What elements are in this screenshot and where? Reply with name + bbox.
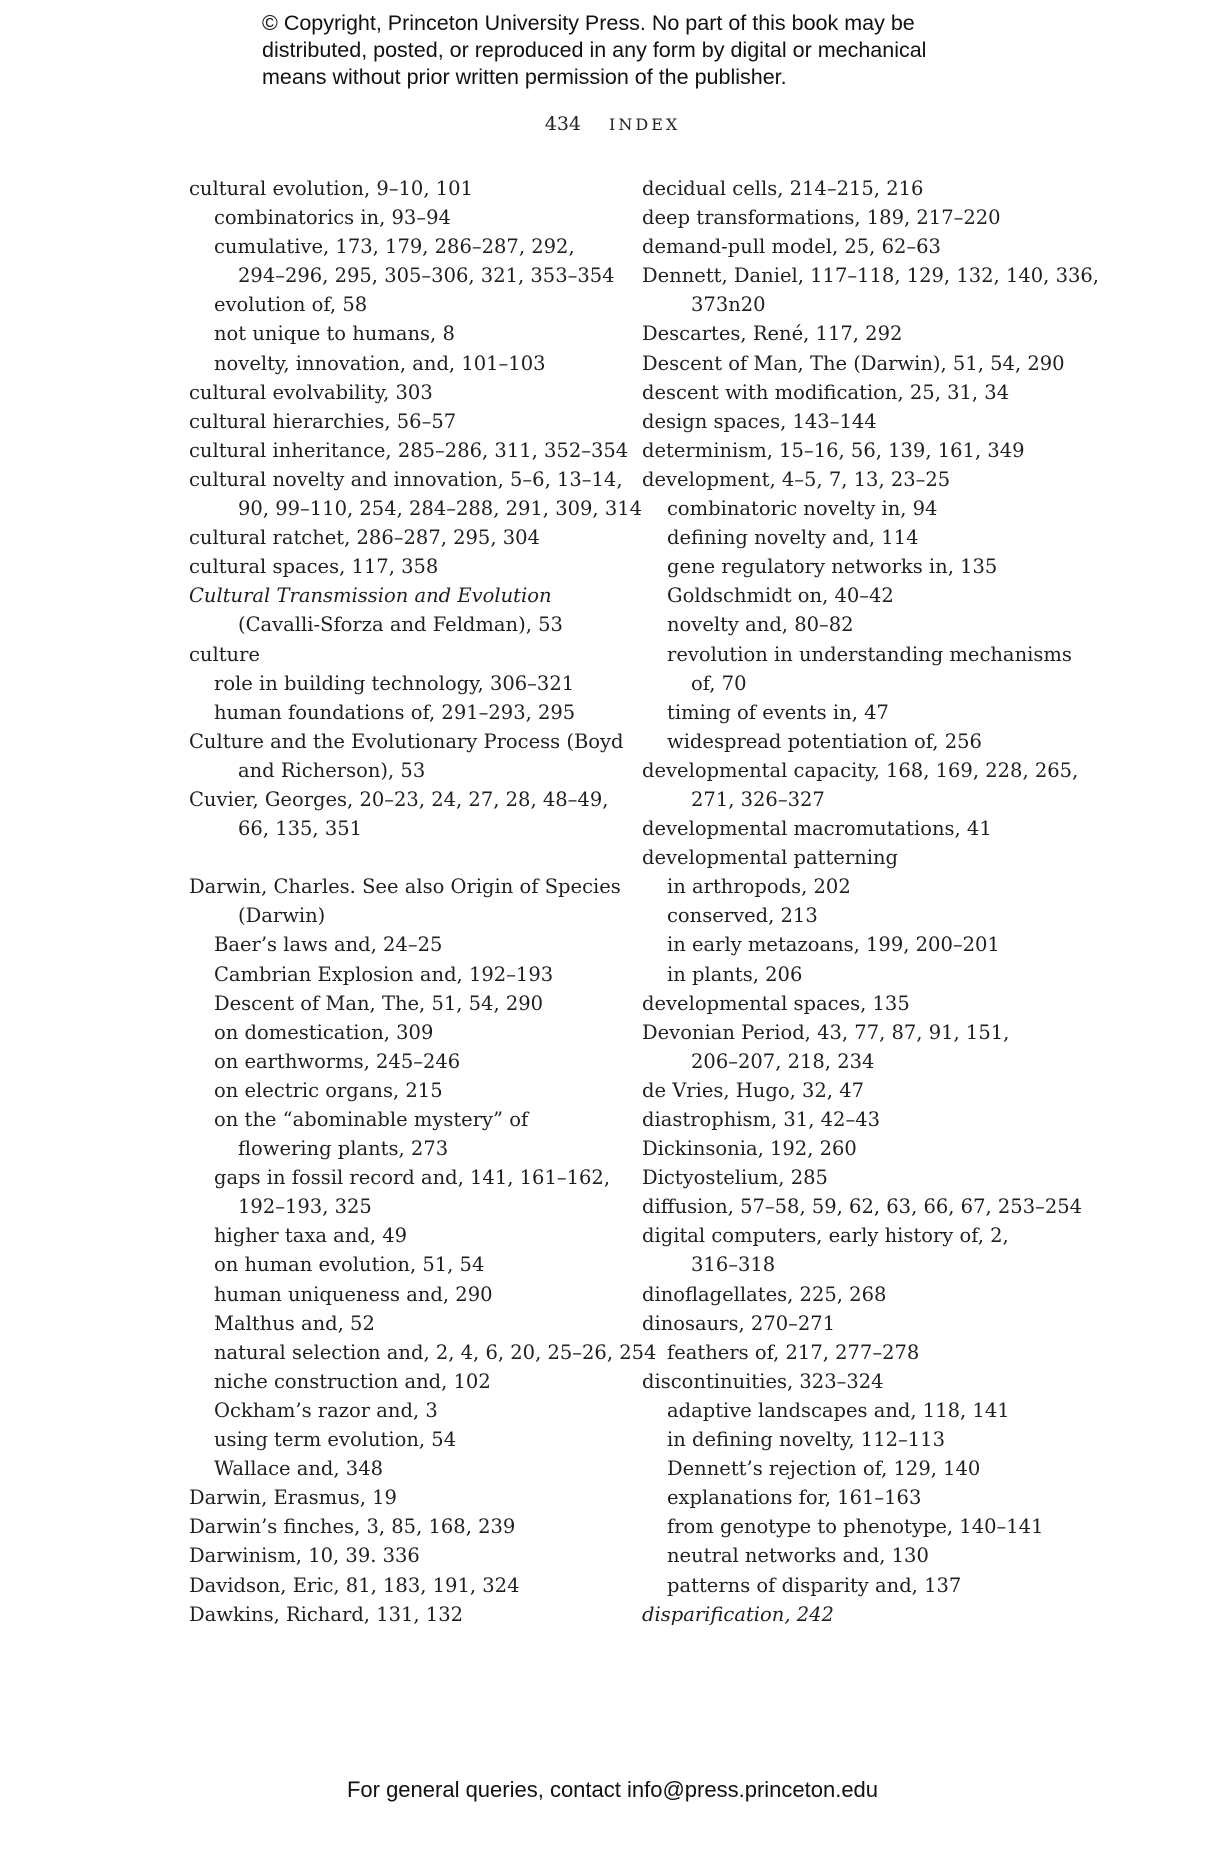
copyright-line: means without prior written permission of the publisher.	[262, 65, 787, 89]
index-subentry: Wallace and, 348	[214, 1457, 384, 1481]
index-subentry: Goldschmidt on, 40–42	[667, 584, 894, 608]
index-subentry: human uniqueness and, 290	[214, 1282, 493, 1306]
index-subentry: adaptive landscapes and, 118, 141	[667, 1398, 1010, 1422]
index-entry: Darwin’s finches, 3, 85, 168, 239	[189, 1515, 516, 1539]
copyright-line: © Copyright, Princeton University Press. No part of this book may be	[262, 11, 915, 35]
index-entry: decidual cells, 214–215, 216	[642, 177, 924, 200]
index-column-left	[189, 174, 657, 1629]
index-entry: developmental capacity, 168, 169, 228, 265,	[642, 758, 1079, 782]
index-subentry: gaps in fossil record and, 141, 161–162,	[214, 1166, 611, 1190]
index-entry: Cultural Transmission and Evolution	[189, 584, 552, 608]
index-entry: Dictyostelium, 285	[642, 1166, 828, 1190]
index-entry: cultural evolution, 9–10, 101	[189, 177, 473, 200]
index-subentry: niche construction and, 102	[214, 1369, 491, 1393]
index-entry: cultural ratchet, 286–287, 295, 304	[189, 526, 540, 550]
index-column-right	[642, 174, 1099, 1629]
index-continuation: (Cavalli-Sforza and Feldman), 53	[238, 613, 563, 637]
index-subentry: combinatoric novelty in, 94	[667, 497, 938, 521]
index-subentry: on the “abominable mystery” of	[214, 1108, 529, 1131]
index-entry: cultural novelty and innovation, 5–6, 13–14,	[189, 467, 623, 491]
index-subentry: defining novelty and, 114	[667, 526, 919, 550]
index-entry: digital computers, early history of, 2,	[642, 1224, 1009, 1248]
copyright-line: distributed, posted, or reproduced in any form by digital or mechanical	[262, 38, 927, 62]
footer-contact: For general queries, contact info@press.princeton.edu	[346, 1777, 879, 1802]
index-subentry: revolution in understanding mechanisms	[667, 642, 1072, 666]
index-entry: Descent of Man, The (Darwin), 51, 54, 290	[642, 351, 1065, 375]
index-subentry: natural selection and, 2, 4, 6, 20, 25–26, 254	[214, 1340, 657, 1364]
index-entry: developmental spaces, 135	[642, 991, 910, 1015]
index-continuation: 206–207, 218, 234	[691, 1049, 875, 1073]
index-continuation: 294–296, 295, 305–306, 321, 353–354	[238, 264, 615, 288]
index-subentry: in defining novelty, 112–113	[667, 1428, 945, 1452]
index-entry: Dickinsonia, 192, 260	[642, 1137, 857, 1161]
index-subentry: on domestication, 309	[214, 1020, 434, 1044]
index-continuation: of, 70	[691, 671, 747, 695]
index-entry: diastrophism, 31, 42–43	[642, 1108, 881, 1131]
index-subentry: combinatorics in, 93–94	[214, 206, 451, 230]
index-entry: dinoflagellates, 225, 268	[642, 1282, 887, 1306]
index-continuation: 192–193, 325	[238, 1195, 372, 1219]
index-entry: design spaces, 143–144	[642, 409, 877, 433]
index-entry: disparification, 242	[642, 1602, 834, 1626]
index-entry: Davidson, Eric, 81, 183, 191, 324	[189, 1573, 520, 1597]
index-subentry: cumulative, 173, 179, 286–287, 292,	[214, 235, 575, 259]
index-subentry: Dennett’s rejection of, 129, 140	[667, 1457, 981, 1481]
index-subentry: in plants, 206	[667, 962, 803, 986]
index-subentry: Malthus and, 52	[214, 1311, 375, 1335]
index-entry: Dennett, Daniel, 117–118, 129, 132, 140, 336,	[642, 264, 1099, 288]
index-subentry: in early metazoans, 199, 200–201	[667, 933, 1000, 957]
index-entry: Culture and the Evolutionary Process (Boyd	[189, 729, 624, 753]
index-continuation: 90, 99–110, 254, 284–288, 291, 309, 314	[238, 497, 643, 521]
index-subentry: higher taxa and, 49	[214, 1224, 408, 1248]
index-subentry: Cambrian Explosion and, 192–193	[214, 962, 554, 986]
index-subentry: role in building technology, 306–321	[214, 671, 575, 695]
index-entry: cultural evolvability, 303	[189, 380, 433, 404]
index-entry: Descartes, René, 117, 292	[642, 322, 903, 346]
letter-group-gap	[189, 843, 609, 872]
index-subentry: in arthropods, 202	[667, 875, 851, 899]
index-continuation: 373n20	[691, 293, 766, 317]
page-number: 434	[544, 113, 581, 135]
index-subentry: patterns of disparity and, 137	[667, 1573, 962, 1597]
index-subentry: timing of events in, 47	[667, 700, 889, 724]
index-entry: developmental macromutations, 41	[642, 817, 992, 841]
index-subentry: from genotype to phenotype, 140–141	[667, 1515, 1044, 1539]
index-subentry: widespread potentiation of, 256	[667, 729, 982, 753]
copyright-notice	[262, 10, 1022, 91]
index-entry: culture	[189, 642, 260, 666]
index-subentry: evolution of, 58	[214, 293, 368, 317]
index-subentry: neutral networks and, 130	[667, 1544, 929, 1568]
index-entry: Darwin, Erasmus, 19	[189, 1486, 397, 1510]
index-entry: de Vries, Hugo, 32, 47	[642, 1078, 865, 1102]
index-entry: development, 4–5, 7, 13, 23–25	[642, 467, 951, 491]
index-continuation: 316–318	[691, 1253, 776, 1277]
index-subentry: on human evolution, 51, 54	[214, 1253, 485, 1277]
index-entry: cultural hierarchies, 56–57	[189, 409, 457, 433]
index-entry: Darwin, Charles. See also Origin of Species	[189, 875, 621, 899]
index-entry: dinosaurs, 270–271	[642, 1311, 836, 1335]
index-entry: Cuvier, Georges, 20–23, 24, 27, 28, 48–49,	[189, 787, 609, 811]
index-continuation: and Richerson), 53	[238, 758, 426, 782]
index-entry: demand-pull model, 25, 62–63	[642, 235, 941, 259]
index-subentry: explanations for, 161–163	[667, 1486, 922, 1510]
index-subentry: novelty, innovation, and, 101–103	[214, 351, 546, 375]
index-entry: Dawkins, Richard, 131, 132	[189, 1602, 464, 1626]
index-continuation: 66, 135, 351	[238, 817, 363, 841]
index-continuation: 271, 326–327	[691, 787, 825, 811]
index-continuation: flowering plants, 273	[238, 1137, 449, 1161]
index-subentry: Baer’s laws and, 24–25	[214, 933, 443, 957]
index-subentry: novelty and, 80–82	[667, 613, 854, 637]
index-entry: diffusion, 57–58, 59, 62, 63, 66, 67, 253–254	[642, 1195, 1083, 1219]
index-entry: descent with modification, 25, 31, 34	[642, 380, 1010, 404]
index-subentry: human foundations of, 291–293, 295	[214, 700, 576, 724]
index-subentry: Descent of Man, The, 51, 54, 290	[214, 991, 544, 1015]
index-subentry: Ockham’s razor and, 3	[214, 1398, 438, 1422]
index-entry: deep transformations, 189, 217–220	[642, 206, 1001, 230]
index-entry: determinism, 15–16, 56, 139, 161, 349	[642, 438, 1025, 462]
index-entry: cultural spaces, 117, 358	[189, 555, 439, 579]
index-continuation: (Darwin)	[238, 904, 326, 928]
index-entry: Darwinism, 10, 39. 336	[189, 1544, 420, 1568]
index-subentry: gene regulatory networks in, 135	[667, 555, 998, 579]
index-subentry: feathers of, 217, 277–278	[667, 1340, 920, 1364]
index-entry: cultural inheritance, 285–286, 311, 352–354	[189, 438, 629, 462]
index-entry: discontinuities, 323–324	[642, 1369, 884, 1393]
index-entry: developmental patterning	[642, 846, 899, 870]
index-subentry: conserved, 213	[667, 904, 818, 928]
index-subentry: using term evolution, 54	[214, 1428, 457, 1452]
index-subentry: on electric organs, 215	[214, 1078, 443, 1102]
section-title: INDEX	[609, 115, 681, 134]
index-subentry: on earthworms, 245–246	[214, 1049, 461, 1073]
running-head	[0, 113, 1225, 135]
index-entry: Devonian Period, 43, 77, 87, 91, 151,	[642, 1020, 1010, 1044]
index-subentry: not unique to humans, 8	[214, 322, 455, 346]
